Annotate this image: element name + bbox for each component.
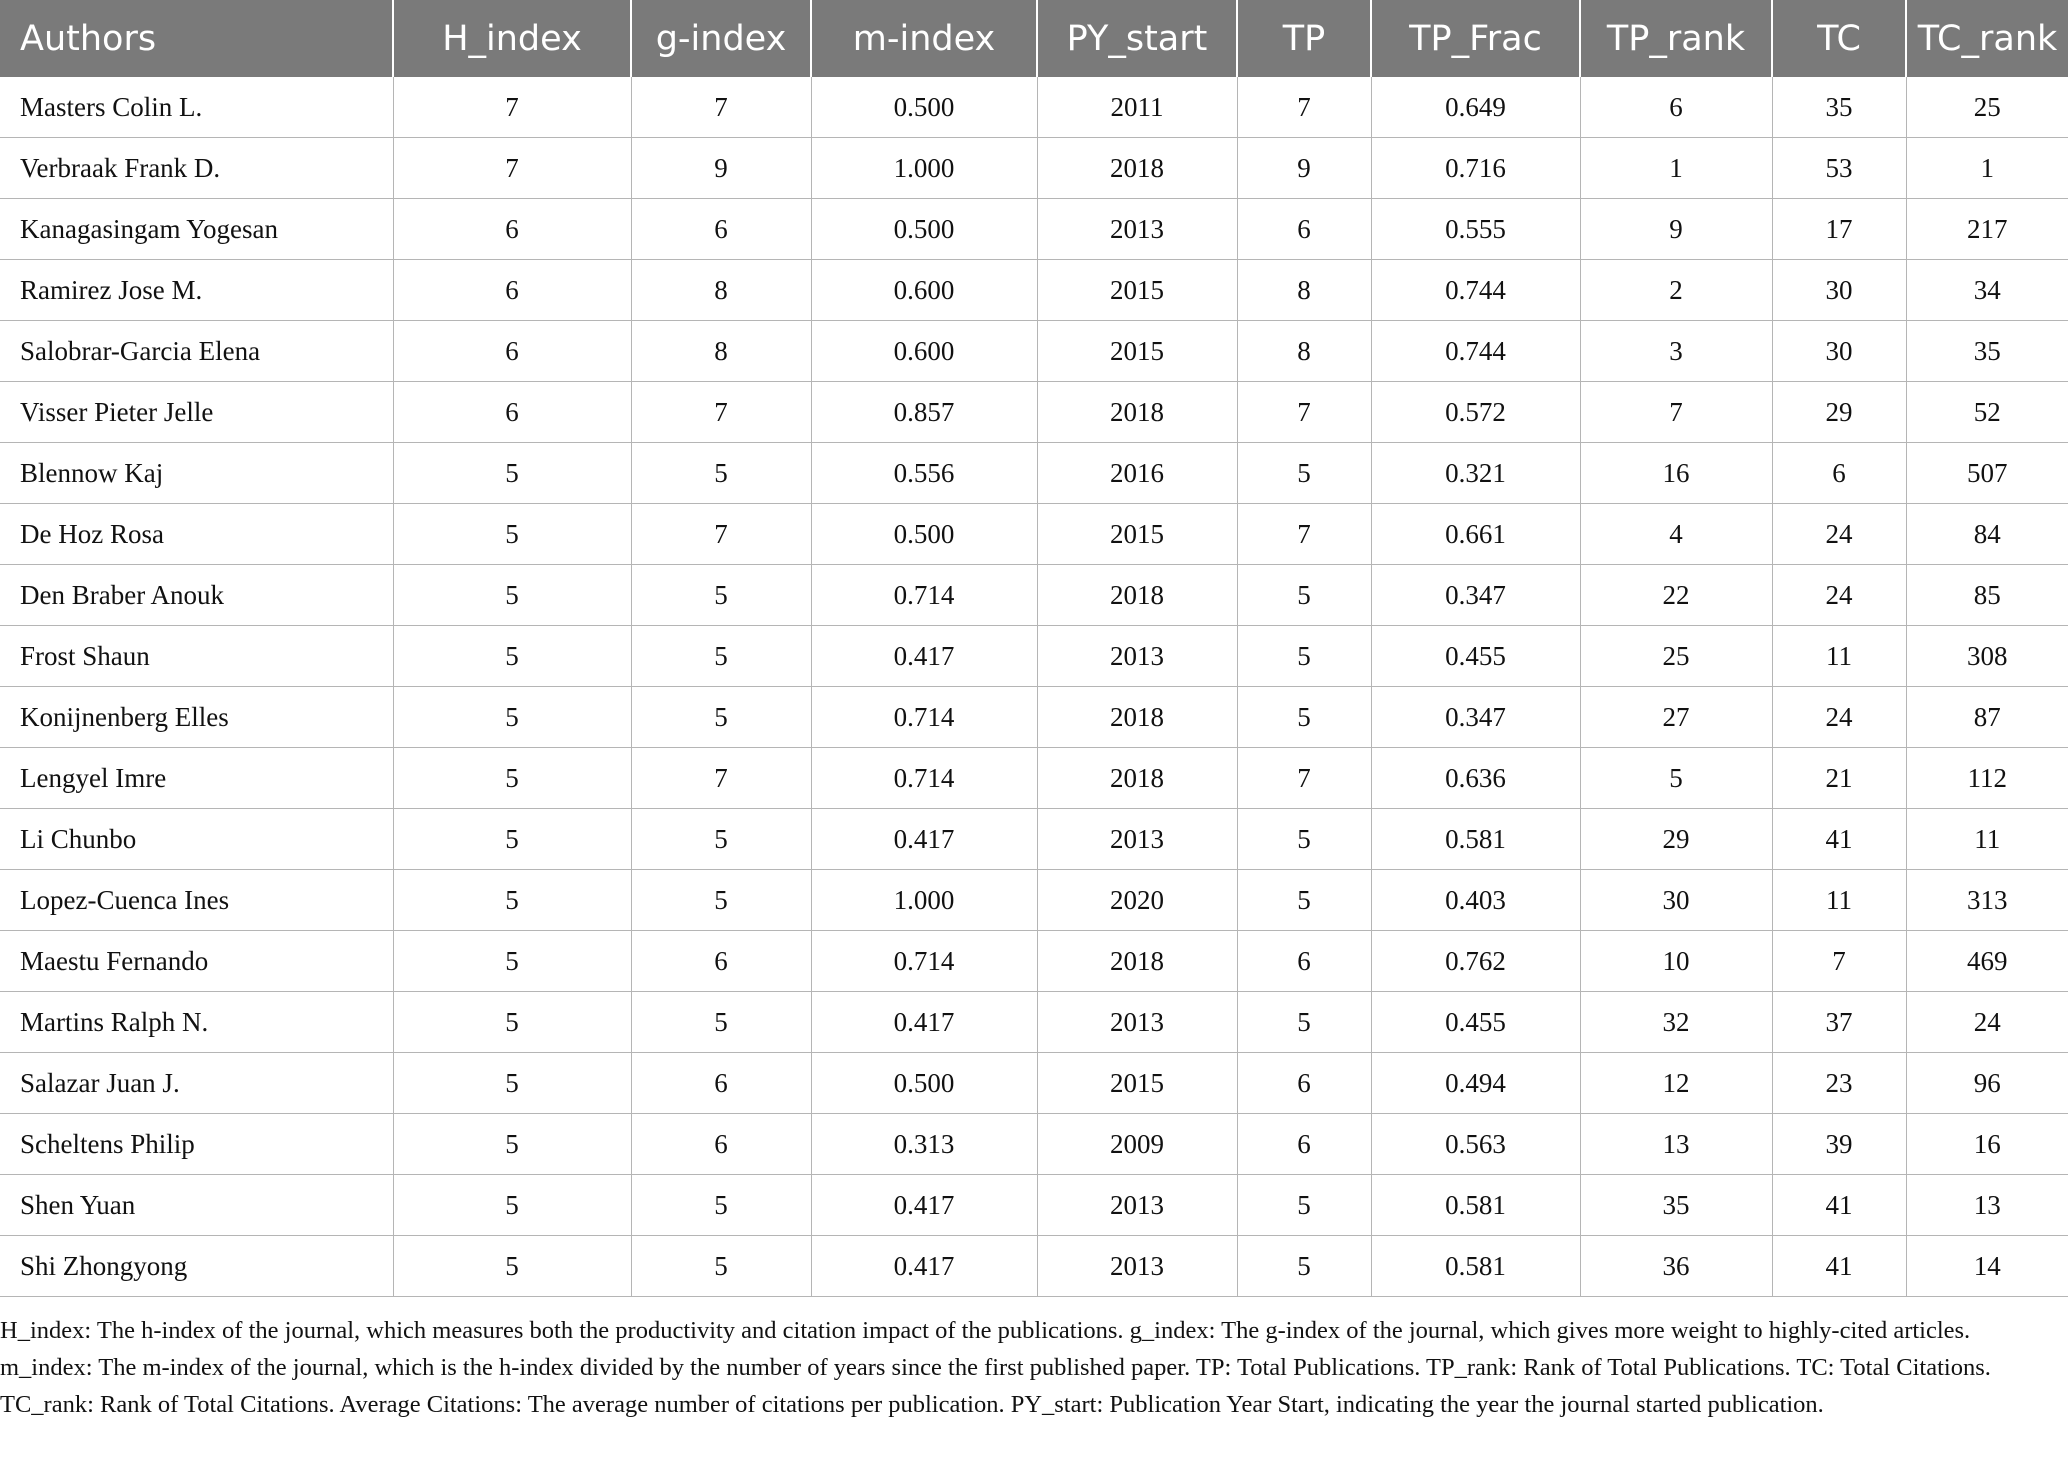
cell-h-index: 5 [393,748,631,809]
cell-g-index: 5 [631,687,811,748]
cell-m-index: 0.500 [811,77,1037,138]
header-g-index: g-index [631,0,811,77]
cell-m-index: 0.417 [811,809,1037,870]
cell-h-index: 5 [393,992,631,1053]
cell-tp-rank: 25 [1580,626,1772,687]
table-row [0,687,2068,748]
cell-py-start: 2013 [1037,199,1237,260]
header-h-index: H_index [393,0,631,77]
table-row [0,443,2068,504]
cell-tc: 7 [1772,931,1906,992]
cell-g-index: 7 [631,77,811,138]
cell-m-index: 0.600 [811,260,1037,321]
cell-author: Masters Colin L. [0,77,393,138]
cell-tp-frac: 0.649 [1371,77,1580,138]
cell-tp: 6 [1237,1114,1371,1175]
cell-author: Li Chunbo [0,809,393,870]
cell-h-index: 5 [393,626,631,687]
cell-tp-rank: 30 [1580,870,1772,931]
cell-tc-rank: 85 [1906,565,2068,626]
cell-m-index: 0.714 [811,748,1037,809]
cell-tp: 5 [1237,687,1371,748]
cell-py-start: 2016 [1037,443,1237,504]
cell-py-start: 2015 [1037,321,1237,382]
cell-tp: 7 [1237,77,1371,138]
cell-tp-frac: 0.555 [1371,199,1580,260]
cell-g-index: 5 [631,443,811,504]
cell-tc: 41 [1772,809,1906,870]
table-row [0,77,2068,138]
cell-g-index: 5 [631,870,811,931]
cell-py-start: 2018 [1037,931,1237,992]
cell-py-start: 2015 [1037,1053,1237,1114]
cell-tc: 21 [1772,748,1906,809]
cell-tp: 5 [1237,870,1371,931]
table-row [0,992,2068,1053]
cell-tc-rank: 313 [1906,870,2068,931]
cell-h-index: 5 [393,931,631,992]
cell-h-index: 5 [393,870,631,931]
cell-g-index: 5 [631,565,811,626]
cell-tc-rank: 14 [1906,1236,2068,1297]
cell-tp-rank: 7 [1580,382,1772,443]
table-row [0,1053,2068,1114]
cell-tp: 7 [1237,382,1371,443]
cell-tp-rank: 9 [1580,199,1772,260]
header-tp: TP [1237,0,1371,77]
cell-tc-rank: 16 [1906,1114,2068,1175]
cell-m-index: 0.417 [811,992,1037,1053]
cell-m-index: 0.714 [811,931,1037,992]
cell-h-index: 7 [393,138,631,199]
table-row [0,626,2068,687]
table-row [0,870,2068,931]
cell-tc-rank: 217 [1906,199,2068,260]
cell-tp-frac: 0.563 [1371,1114,1580,1175]
cell-tc-rank: 35 [1906,321,2068,382]
table-row [0,199,2068,260]
table-body [0,77,2068,1297]
cell-tp: 5 [1237,992,1371,1053]
cell-h-index: 5 [393,809,631,870]
cell-h-index: 5 [393,687,631,748]
cell-g-index: 6 [631,1053,811,1114]
cell-tc-rank: 96 [1906,1053,2068,1114]
cell-h-index: 7 [393,77,631,138]
cell-tp-rank: 29 [1580,809,1772,870]
header-tp-frac: TP_Frac [1371,0,1580,77]
table-row [0,1114,2068,1175]
cell-author: Visser Pieter Jelle [0,382,393,443]
cell-py-start: 2018 [1037,565,1237,626]
table-row [0,260,2068,321]
cell-tc-rank: 24 [1906,992,2068,1053]
cell-tc-rank: 13 [1906,1175,2068,1236]
cell-author: Kanagasingam Yogesan [0,199,393,260]
cell-m-index: 0.417 [811,1175,1037,1236]
cell-tc: 41 [1772,1175,1906,1236]
cell-author: Frost Shaun [0,626,393,687]
cell-tc: 53 [1772,138,1906,199]
cell-tp-rank: 1 [1580,138,1772,199]
cell-author: Salazar Juan J. [0,1053,393,1114]
cell-g-index: 6 [631,199,811,260]
cell-g-index: 5 [631,809,811,870]
cell-m-index: 0.600 [811,321,1037,382]
cell-tc: 6 [1772,443,1906,504]
table-row [0,809,2068,870]
cell-author: Lopez-Cuenca Ines [0,870,393,931]
cell-h-index: 5 [393,504,631,565]
cell-tp: 5 [1237,565,1371,626]
cell-tc-rank: 469 [1906,931,2068,992]
cell-g-index: 7 [631,748,811,809]
table-row [0,748,2068,809]
cell-tc-rank: 11 [1906,809,2068,870]
cell-tp-rank: 16 [1580,443,1772,504]
cell-tp: 8 [1237,321,1371,382]
cell-h-index: 5 [393,1053,631,1114]
cell-g-index: 9 [631,138,811,199]
cell-tp-rank: 2 [1580,260,1772,321]
cell-author: De Hoz Rosa [0,504,393,565]
cell-m-index: 0.500 [811,1053,1037,1114]
cell-tc: 39 [1772,1114,1906,1175]
cell-tp-rank: 4 [1580,504,1772,565]
cell-py-start: 2020 [1037,870,1237,931]
cell-tp: 7 [1237,504,1371,565]
cell-h-index: 6 [393,321,631,382]
cell-py-start: 2018 [1037,138,1237,199]
header-py-start: PY_start [1037,0,1237,77]
cell-author: Ramirez Jose M. [0,260,393,321]
cell-tc: 24 [1772,565,1906,626]
cell-tc-rank: 52 [1906,382,2068,443]
cell-author: Maestu Fernando [0,931,393,992]
cell-tp-frac: 0.455 [1371,992,1580,1053]
table-row [0,138,2068,199]
cell-tc: 23 [1772,1053,1906,1114]
cell-tc: 17 [1772,199,1906,260]
cell-author: Shi Zhongyong [0,1236,393,1297]
cell-m-index: 0.313 [811,1114,1037,1175]
cell-g-index: 5 [631,626,811,687]
cell-tc-rank: 507 [1906,443,2068,504]
cell-tp: 5 [1237,626,1371,687]
cell-tp-frac: 0.581 [1371,809,1580,870]
cell-g-index: 5 [631,992,811,1053]
cell-g-index: 5 [631,1236,811,1297]
header-tp-rank: TP_rank [1580,0,1772,77]
cell-py-start: 2015 [1037,504,1237,565]
cell-tp-frac: 0.716 [1371,138,1580,199]
cell-m-index: 0.417 [811,626,1037,687]
cell-tc: 35 [1772,77,1906,138]
cell-h-index: 6 [393,199,631,260]
cell-m-index: 0.714 [811,565,1037,626]
cell-g-index: 6 [631,931,811,992]
cell-py-start: 2013 [1037,1236,1237,1297]
cell-tp: 8 [1237,260,1371,321]
cell-py-start: 2013 [1037,1175,1237,1236]
cell-py-start: 2015 [1037,260,1237,321]
cell-tp-rank: 12 [1580,1053,1772,1114]
cell-tp-frac: 0.347 [1371,565,1580,626]
table-row [0,504,2068,565]
cell-m-index: 0.417 [811,1236,1037,1297]
cell-m-index: 1.000 [811,870,1037,931]
cell-tp-rank: 5 [1580,748,1772,809]
cell-tc: 41 [1772,1236,1906,1297]
cell-tc-rank: 112 [1906,748,2068,809]
cell-tp-frac: 0.744 [1371,260,1580,321]
cell-tp: 5 [1237,1236,1371,1297]
cell-py-start: 2013 [1037,809,1237,870]
cell-tp-frac: 0.581 [1371,1236,1580,1297]
header-m-index: m-index [811,0,1037,77]
cell-author: Martins Ralph N. [0,992,393,1053]
cell-tp-rank: 3 [1580,321,1772,382]
cell-tc: 24 [1772,687,1906,748]
table-row [0,1175,2068,1236]
header-tc: TC [1772,0,1906,77]
cell-tp-rank: 32 [1580,992,1772,1053]
cell-tp: 5 [1237,809,1371,870]
cell-tp: 6 [1237,931,1371,992]
cell-tp: 5 [1237,1175,1371,1236]
cell-tc: 11 [1772,870,1906,931]
cell-tc-rank: 84 [1906,504,2068,565]
cell-tp-frac: 0.494 [1371,1053,1580,1114]
cell-m-index: 0.500 [811,199,1037,260]
cell-tp-rank: 22 [1580,565,1772,626]
cell-tc: 24 [1772,504,1906,565]
cell-m-index: 1.000 [811,138,1037,199]
cell-tc: 11 [1772,626,1906,687]
cell-h-index: 5 [393,1175,631,1236]
cell-py-start: 2013 [1037,992,1237,1053]
cell-g-index: 7 [631,382,811,443]
table-row [0,565,2068,626]
cell-py-start: 2018 [1037,687,1237,748]
cell-tp: 6 [1237,199,1371,260]
cell-tc: 30 [1772,260,1906,321]
cell-author: Blennow Kaj [0,443,393,504]
cell-tc: 30 [1772,321,1906,382]
cell-tp-frac: 0.347 [1371,687,1580,748]
cell-tp-frac: 0.744 [1371,321,1580,382]
cell-tp: 6 [1237,1053,1371,1114]
cell-h-index: 6 [393,382,631,443]
cell-tc-rank: 34 [1906,260,2068,321]
cell-tp-rank: 6 [1580,77,1772,138]
cell-g-index: 5 [631,1175,811,1236]
cell-author: Verbraak Frank D. [0,138,393,199]
table-row [0,382,2068,443]
cell-tp: 7 [1237,748,1371,809]
cell-h-index: 5 [393,1236,631,1297]
table-footnote: H_index: The h-index of the journal, which measures both the productivity and citation impact of the publications. g_index: The g-index of the journal, which gives more weight to highly-cited articles. m_index: The m-index of the journal, which is the h-index divided by the number of years since the first published paper. TP: Total Publications. TP_rank: Rank of Total Publications. TC: Total Citations. TC_rank: Rank of Total Citations. Average Citations: The average number of citations per publication. PY_start: Publication Year Start, indicating the year the journal started publication. [0,1317,1991,1418]
cell-tp-rank: 13 [1580,1114,1772,1175]
cell-tp-rank: 35 [1580,1175,1772,1236]
cell-h-index: 5 [393,443,631,504]
cell-tp-frac: 0.572 [1371,382,1580,443]
table-row [0,321,2068,382]
cell-tp: 5 [1237,443,1371,504]
cell-tc-rank: 1 [1906,138,2068,199]
cell-py-start: 2009 [1037,1114,1237,1175]
cell-g-index: 8 [631,260,811,321]
cell-tp-rank: 10 [1580,931,1772,992]
cell-author: Salobrar-Garcia Elena [0,321,393,382]
cell-author: Shen Yuan [0,1175,393,1236]
cell-h-index: 5 [393,1114,631,1175]
cell-author: Lengyel Imre [0,748,393,809]
cell-py-start: 2013 [1037,626,1237,687]
cell-tp-frac: 0.403 [1371,870,1580,931]
cell-h-index: 6 [393,260,631,321]
cell-tp-frac: 0.762 [1371,931,1580,992]
cell-g-index: 8 [631,321,811,382]
table-row [0,931,2068,992]
cell-m-index: 0.556 [811,443,1037,504]
cell-tp-frac: 0.581 [1371,1175,1580,1236]
cell-py-start: 2018 [1037,748,1237,809]
cell-m-index: 0.500 [811,504,1037,565]
cell-tp-rank: 36 [1580,1236,1772,1297]
cell-tc: 37 [1772,992,1906,1053]
cell-tc-rank: 87 [1906,687,2068,748]
header-row [0,0,2068,77]
cell-g-index: 7 [631,504,811,565]
cell-tp-frac: 0.636 [1371,748,1580,809]
table-row [0,1236,2068,1297]
cell-author: Konijnenberg Elles [0,687,393,748]
cell-tp-frac: 0.661 [1371,504,1580,565]
cell-py-start: 2011 [1037,77,1237,138]
cell-tp-frac: 0.321 [1371,443,1580,504]
cell-h-index: 5 [393,565,631,626]
cell-tp: 9 [1237,138,1371,199]
header-tc-rank: TC_rank [1906,0,2068,77]
cell-tc: 29 [1772,382,1906,443]
cell-tp-frac: 0.455 [1371,626,1580,687]
cell-author: Den Braber Anouk [0,565,393,626]
cell-tp-rank: 27 [1580,687,1772,748]
cell-g-index: 6 [631,1114,811,1175]
cell-m-index: 0.714 [811,687,1037,748]
cell-author: Scheltens Philip [0,1114,393,1175]
cell-tc-rank: 308 [1906,626,2068,687]
cell-tc-rank: 25 [1906,77,2068,138]
cell-py-start: 2018 [1037,382,1237,443]
header-authors: Authors [0,0,393,77]
cell-m-index: 0.857 [811,382,1037,443]
